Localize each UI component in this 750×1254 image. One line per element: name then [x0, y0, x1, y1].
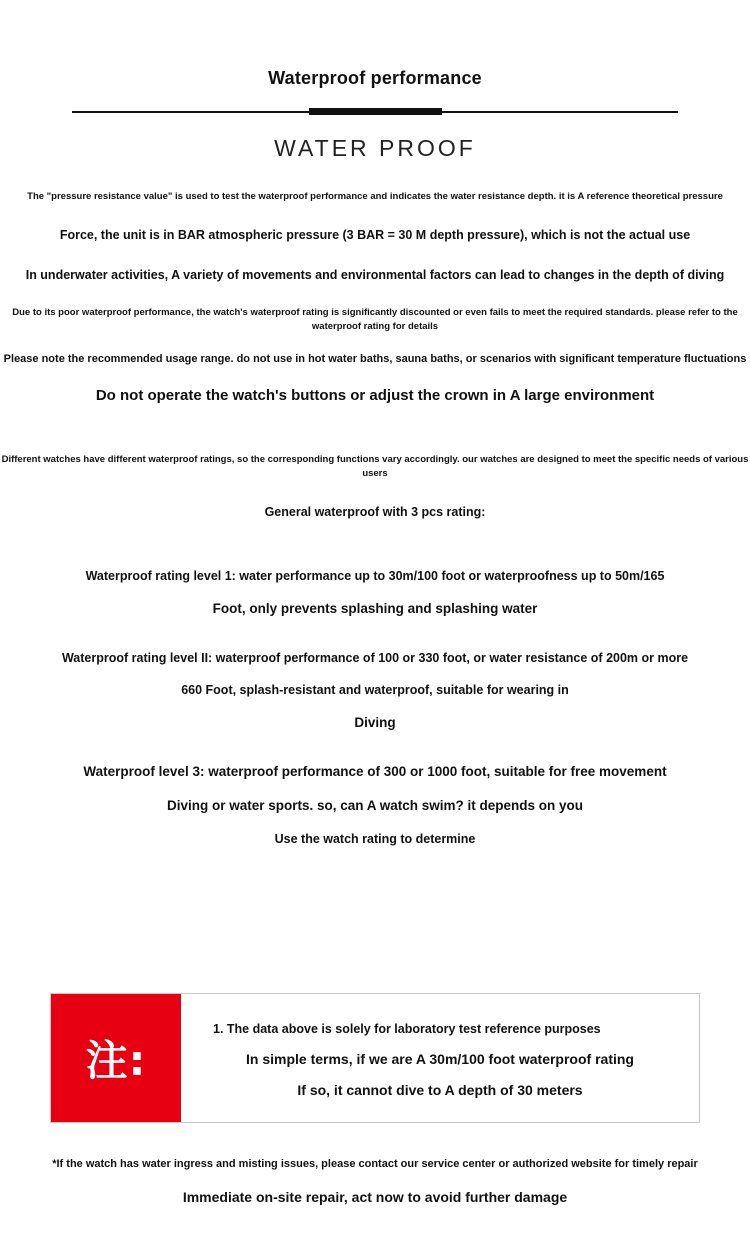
footer-line-1: *If the watch has water ingress and misting issues, please contact our service center or authorized website for timely repair — [52, 1158, 698, 1170]
body-line-14: Waterproof level 3: waterproof performance of 300 or 1000 foot, suitable for free movement — [83, 764, 667, 780]
body-line-1: The "pressure resistance value" is used to test the waterproof performance and indicates the water resistance depth. it is A reference theoretical pressure — [27, 191, 723, 202]
body-line-10: Foot, only prevents splashing and splashing water — [212, 601, 538, 617]
title-divider — [0, 108, 750, 115]
note-tag-label: 注: — [51, 994, 181, 1122]
body-line-7: Different watches have different waterproof ratings, so the corresponding functions vary accordingly. our watches are designed to meet the specific needs of various users — [1, 454, 749, 479]
body-line-2: Force, the unit is in BAR atmospheric pressure (3 BAR = 30 M depth pressure), which is not the actual use — [59, 227, 691, 242]
page-title: Waterproof performance — [268, 68, 482, 88]
divider-thick-segment — [309, 108, 442, 115]
waterproof-info-page — [0, 68, 750, 1254]
note-line-2: In simple terms, if we are A 30m/100 foot waterproof rating — [246, 1051, 634, 1067]
page-subtitle: WATER PROOF — [274, 135, 476, 161]
body-line-13: Diving — [354, 714, 396, 730]
body-line-16: Use the watch rating to determine — [274, 831, 476, 846]
footer-block — [0, 1158, 750, 1205]
note-box — [50, 993, 700, 1123]
body-line-4: Due to its poor waterproof performance, the watch's waterproof rating is significantly discounted or even fails to meet the required standards. please refer to the waterproof rating for details — [12, 307, 738, 332]
body-line-8: General waterproof with 3 pcs rating: — [264, 504, 486, 519]
note-line-1: 1. The data above is solely for laboratory test reference purposes — [213, 1022, 601, 1036]
body-line-11: Waterproof rating level II: waterproof performance of 100 or 330 foot, or water resistance of 200m or more — [61, 650, 689, 665]
body-line-3: In underwater activities, A variety of movements and environmental factors can lead to changes in the depth of diving — [25, 267, 725, 282]
body-line-15: Diving or water sports. so, can A watch swim? it depends on you — [166, 797, 584, 813]
note-line-3: If so, it cannot dive to A depth of 30 meters — [297, 1082, 583, 1098]
body-line-12: 660 Foot, splash-resistant and waterproof, suitable for wearing in — [181, 682, 569, 697]
footer-line-2: Immediate on-site repair, act now to avoid further damage — [182, 1189, 568, 1205]
note-body — [181, 994, 699, 1122]
body-line-5: Please note the recommended usage range. do not use in hot water baths, sauna baths, or scenarios with significant temperature fluctuations — [3, 352, 747, 365]
body-text-block — [0, 190, 750, 848]
body-line-6: Do not operate the watch's buttons or adjust the crown in A large environment — [95, 387, 655, 405]
body-line-9: Waterproof rating level 1: water performance up to 30m/100 foot or waterproofness up to 50m/165 — [85, 568, 665, 583]
